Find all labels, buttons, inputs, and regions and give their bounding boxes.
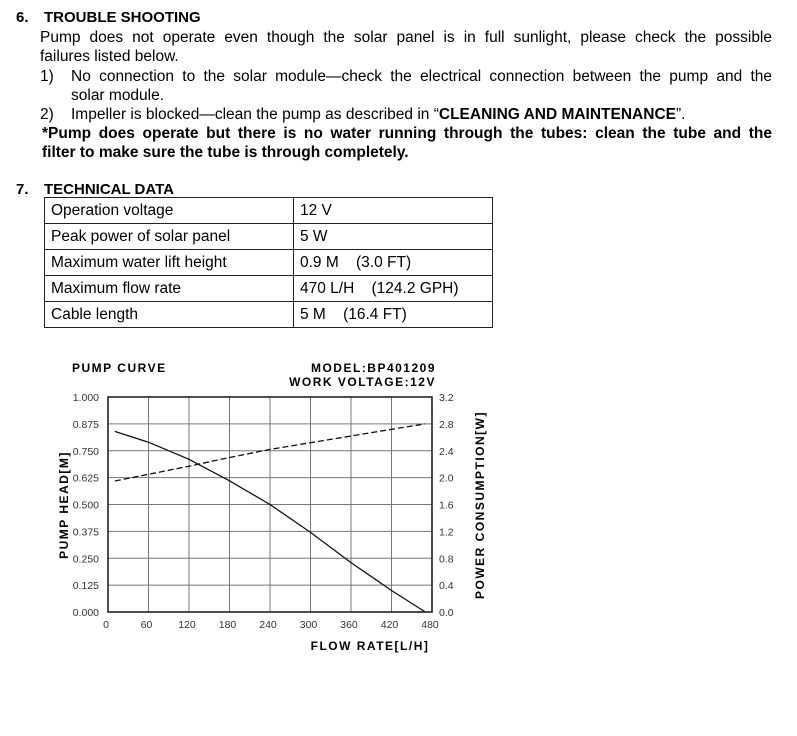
y-tick-label: 0.000 xyxy=(72,607,99,619)
spec-value: 470 L/H (124.2 GPH) xyxy=(294,276,493,302)
y2-tick-label: 0.4 xyxy=(439,580,454,593)
table-row xyxy=(45,302,493,328)
y-tick-label: 0.375 xyxy=(72,526,99,539)
y-tick-label: 0.625 xyxy=(72,472,99,485)
y-tick-label: 0.750 xyxy=(72,445,99,458)
y2-tick-label: 2.8 xyxy=(439,418,454,431)
x-tick-label: 480 xyxy=(421,619,439,631)
spec-key: Operation voltage xyxy=(45,198,294,224)
y2-tick-label: 2.0 xyxy=(439,472,454,485)
item2-text xyxy=(71,105,685,124)
x-tick-label: 360 xyxy=(340,619,358,631)
item2-text-bold: CLEANING AND MAINTENANCE xyxy=(438,106,676,123)
y2-axis-label: POWER CONSUMPTION[W] xyxy=(473,411,487,599)
y-axis-label: PUMP HEAD[M] xyxy=(57,451,71,559)
x-tick-label: 420 xyxy=(380,619,399,631)
item1-line1: No connection to the solar module—check the electrical connection between the pump and the xyxy=(71,68,772,85)
x-axis-label: FLOW RATE[L/H] xyxy=(310,639,430,653)
chart-title: PUMP CURVE xyxy=(72,361,167,375)
x-tick-label: 240 xyxy=(259,619,277,631)
section7-number: 7. xyxy=(16,181,29,198)
table-row xyxy=(45,250,493,276)
y-tick-label: 0.875 xyxy=(72,418,99,431)
spec-value: 5 M (16.4 FT) xyxy=(294,302,493,328)
y-tick-label: 1.000 xyxy=(72,392,99,404)
y2-tick-label: 0.0 xyxy=(439,607,454,619)
y2-tick-label: 1.6 xyxy=(439,499,454,512)
note-line1: *Pump does operate but there is no water running through the tubes: clean the tube and the xyxy=(42,125,772,142)
x-tick-label: 180 xyxy=(218,619,237,631)
y2-tick-label: 3.2 xyxy=(439,392,454,404)
pump-curve-chart xyxy=(0,350,797,660)
section6-number: 6. xyxy=(16,9,29,26)
spec-value: 5 W xyxy=(294,224,493,250)
y-tick-label: 0.125 xyxy=(72,580,99,593)
spec-key: Cable length xyxy=(45,302,294,328)
spec-key: Maximum flow rate xyxy=(45,276,294,302)
section6-intro-line2: failures listed below. xyxy=(40,48,179,65)
item2-text-post: ”. xyxy=(675,106,686,123)
note-line2: filter to make sure the tube is through completely. xyxy=(42,144,409,161)
table-row xyxy=(45,224,493,250)
section6-intro-line1: Pump does not operate even though the solar panel is in full sunlight, please check the possible xyxy=(40,29,772,46)
y2-tick-label: 0.8 xyxy=(439,553,454,566)
spec-value: 0.9 M (3.0 FT) xyxy=(294,250,493,276)
table-row xyxy=(45,198,493,224)
table-row xyxy=(45,276,493,302)
y2-tick-label: 2.4 xyxy=(439,445,454,458)
chart-model: MODEL:BP401209 xyxy=(310,361,436,375)
section7-title: TECHNICAL DATA xyxy=(44,181,174,198)
item2-text-pre: Impeller is blocked—clean the pump as described in “ xyxy=(71,106,439,123)
y-tick-label: 0.250 xyxy=(72,553,99,566)
chart-ticks xyxy=(73,392,454,631)
y2-tick-label: 1.2 xyxy=(439,526,454,539)
item1-line2: solar module. xyxy=(71,87,165,104)
y-tick-label: 0.500 xyxy=(72,499,99,512)
spec-value: 12 V xyxy=(294,198,493,224)
section6-title: TROUBLE SHOOTING xyxy=(44,9,201,26)
item1-number: 1) xyxy=(40,68,54,85)
technical-data-table xyxy=(44,197,493,328)
chart-work-voltage: WORK VOLTAGE:12V xyxy=(289,375,436,389)
item2-number: 2) xyxy=(40,106,54,123)
x-tick-label: 0 xyxy=(103,619,109,631)
spec-key: Peak power of solar panel xyxy=(45,224,294,250)
x-tick-label: 300 xyxy=(299,619,318,631)
x-tick-label: 120 xyxy=(178,619,196,631)
spec-key: Maximum water lift height xyxy=(45,250,294,276)
x-tick-label: 60 xyxy=(140,619,153,631)
